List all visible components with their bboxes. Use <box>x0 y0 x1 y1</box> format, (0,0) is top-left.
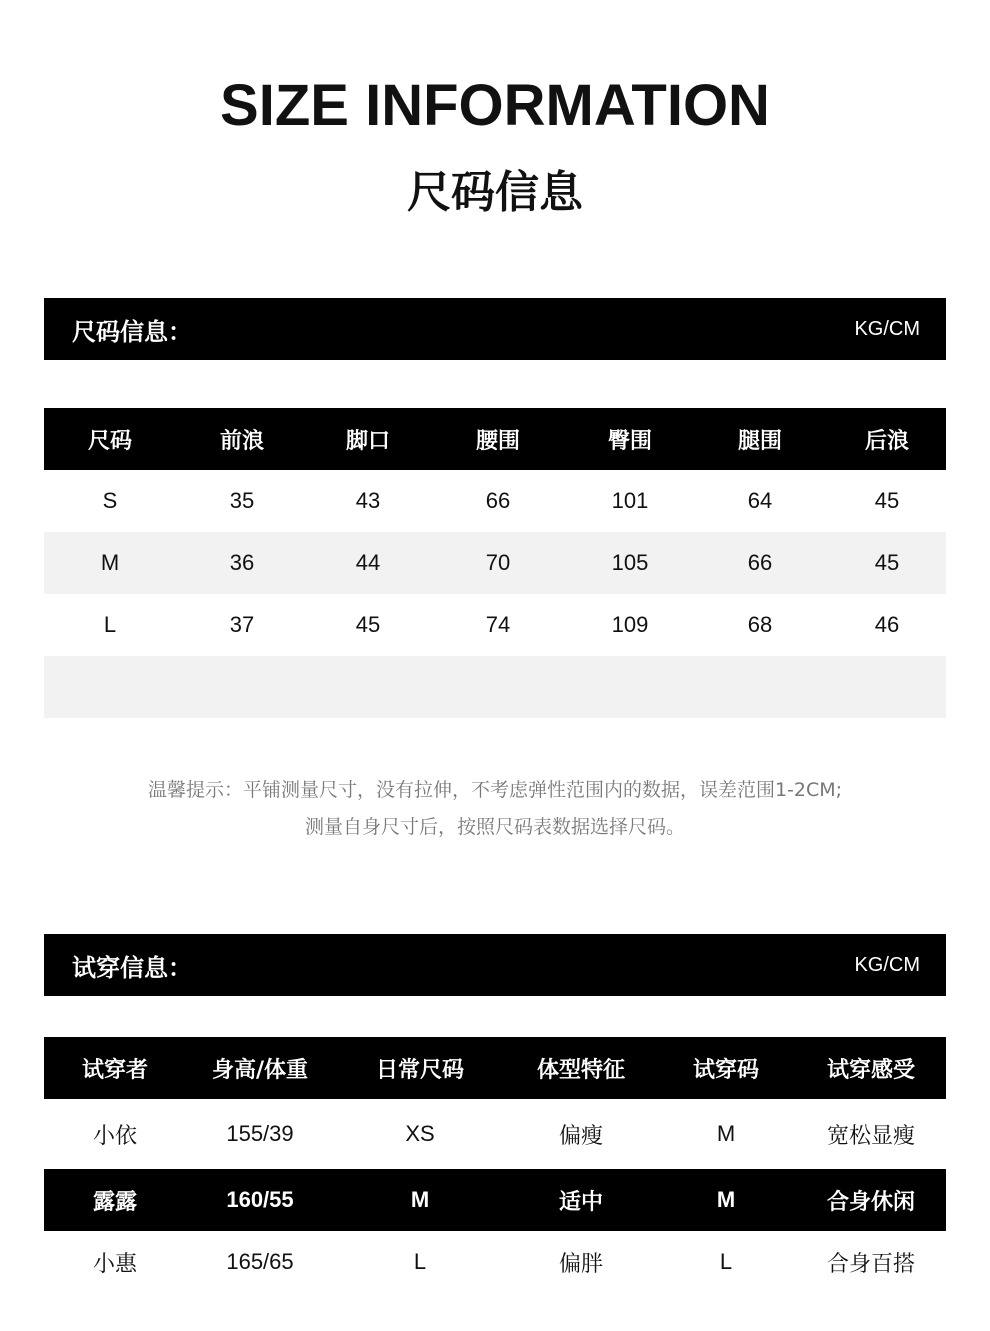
table-cell: L <box>103 612 117 637</box>
table-cell: 66 <box>747 550 773 575</box>
table-cell: 露露 <box>92 1188 137 1214</box>
page-title-chinese: 尺码信息 <box>407 167 583 218</box>
table-row <box>44 1231 946 1293</box>
table-cell: 适中 <box>558 1188 603 1214</box>
table-cell: 偏胖 <box>558 1250 603 1276</box>
table-row <box>44 1099 946 1169</box>
size-note-line: 测量自身尺寸后，按照尺码表数据选择尺码。 <box>304 816 685 838</box>
table-cell: 合身休闲 <box>826 1188 915 1214</box>
table-cell: S <box>102 488 118 513</box>
tryon-info-label: 试穿信息： <box>72 953 192 982</box>
table-cell: 小依 <box>92 1122 137 1148</box>
column-header: 臀围 <box>607 428 652 454</box>
size-info-unit: KG/CM <box>854 317 920 340</box>
table-cell: 45 <box>874 488 900 513</box>
table-cell: M <box>410 1187 430 1212</box>
table-cell: 45 <box>874 550 900 575</box>
table-cell: 70 <box>485 550 511 575</box>
table-row <box>44 470 946 532</box>
size-table-header <box>44 408 946 470</box>
column-header: 日常尺码 <box>375 1057 464 1083</box>
column-header: 试穿者 <box>81 1057 148 1083</box>
table-cell: 160/55 <box>226 1187 294 1212</box>
table-cell: XS <box>405 1121 435 1146</box>
table-cell: 68 <box>747 612 773 637</box>
size-info-bar <box>44 298 946 360</box>
table-cell: 合身百搭 <box>826 1250 915 1276</box>
table-cell: M <box>100 550 120 575</box>
page-title-english: SIZE INFORMATION <box>220 73 770 138</box>
tryon-info-bar <box>44 934 946 996</box>
table-cell: 45 <box>355 612 381 637</box>
tryon-info-unit: KG/CM <box>854 953 920 976</box>
table-cell: L <box>719 1249 733 1274</box>
table-cell: 偏瘦 <box>558 1122 603 1148</box>
column-header: 腿围 <box>737 428 782 454</box>
table-cell: 43 <box>355 488 381 513</box>
column-header: 身高/体重 <box>211 1057 309 1083</box>
table-cell: 155/39 <box>226 1121 294 1146</box>
table-cell: 宽松显瘦 <box>826 1122 915 1148</box>
table-row <box>44 532 946 594</box>
size-note <box>0 772 990 846</box>
column-header: 试穿码 <box>692 1057 759 1083</box>
table-cell: 小惠 <box>92 1250 137 1276</box>
column-header: 试穿感受 <box>826 1057 915 1083</box>
table-row <box>44 1169 946 1231</box>
table-cell: 105 <box>611 550 649 575</box>
table-row-empty <box>44 656 946 718</box>
table-cell: 66 <box>485 488 511 513</box>
tryon-table <box>44 1037 946 1293</box>
table-row <box>44 594 946 656</box>
table-cell: L <box>413 1249 427 1274</box>
table-cell: 44 <box>355 550 381 575</box>
size-note-line: 温馨提示：平铺测量尺寸，没有拉伸，不考虑弹性范围内的数据，误差范围1-2CM; <box>147 779 843 801</box>
column-header: 后浪 <box>864 428 909 454</box>
table-cell: 35 <box>229 488 255 513</box>
table-cell: M <box>716 1187 736 1212</box>
size-table <box>44 408 946 718</box>
tryon-table-header <box>44 1037 946 1099</box>
column-header: 前浪 <box>219 428 264 454</box>
table-cell: 109 <box>611 612 649 637</box>
table-cell: 36 <box>229 550 255 575</box>
table-cell: M <box>716 1121 736 1146</box>
table-cell: 165/65 <box>226 1249 294 1274</box>
size-info-label: 尺码信息： <box>72 317 192 346</box>
column-header: 体型特征 <box>536 1057 625 1083</box>
table-cell: 64 <box>747 488 773 513</box>
table-cell: 46 <box>874 612 900 637</box>
table-cell: 74 <box>485 612 511 637</box>
table-cell: 101 <box>611 488 649 513</box>
column-header: 腰围 <box>475 428 520 454</box>
column-header: 脚口 <box>345 428 390 454</box>
column-header: 尺码 <box>87 428 132 454</box>
table-cell: 37 <box>229 612 255 637</box>
